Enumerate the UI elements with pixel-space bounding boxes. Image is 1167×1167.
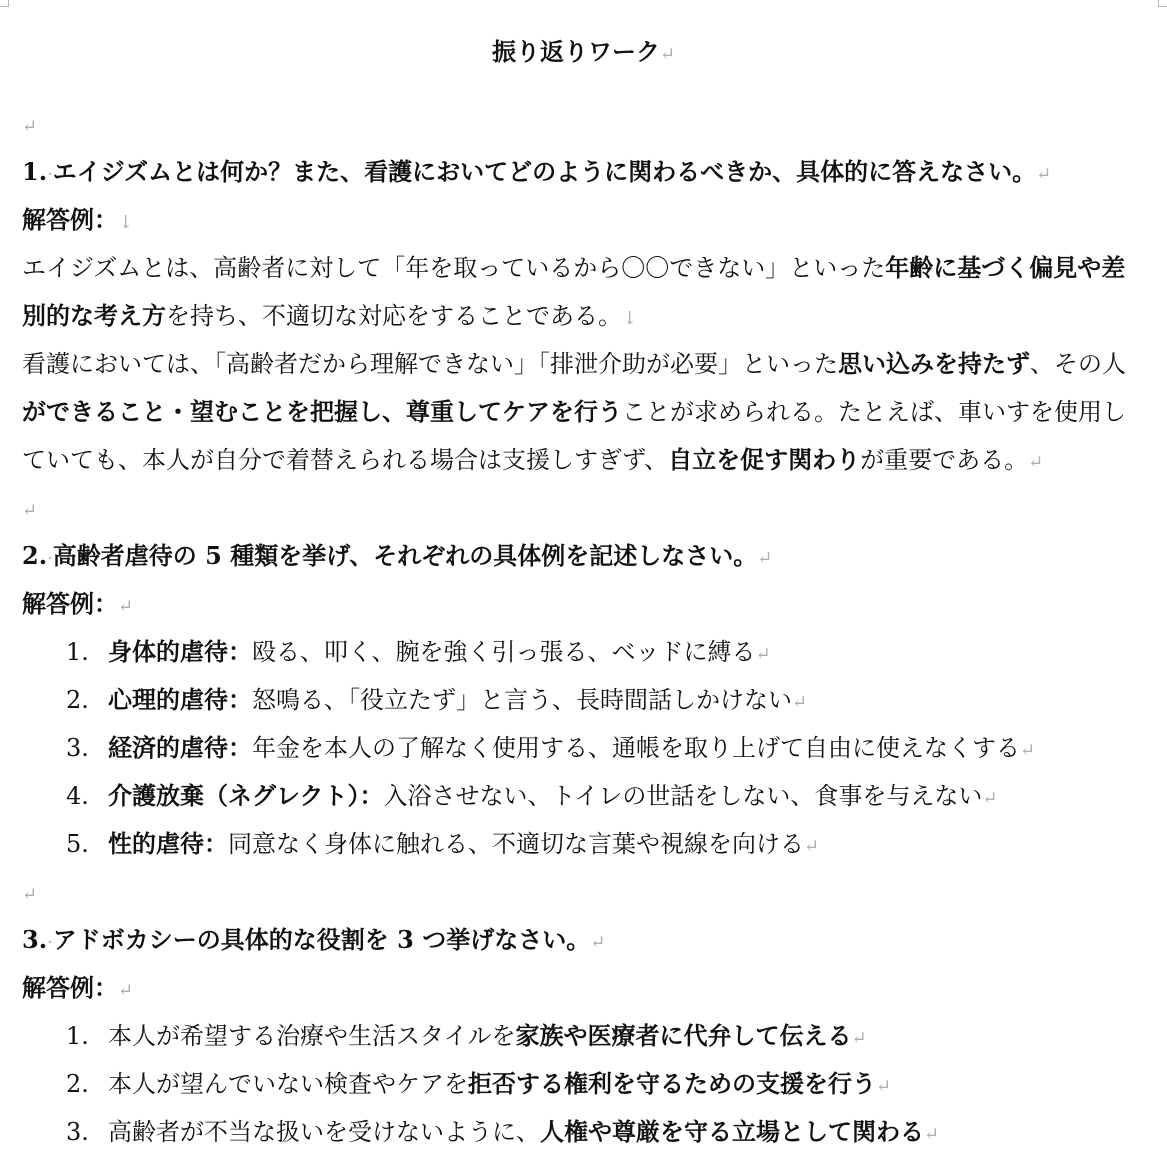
list-item: 3. 高齢者が不当な扱いを受けないように、人権や尊厳を守る立場として関わる↵ — [66, 1117, 940, 1146]
line-break-mark: ↓ — [622, 308, 638, 329]
paragraph-mark: ↵ — [118, 596, 134, 617]
list-item: 3. 経済的虐待：年金を本人の了解なく使用する、通帳を取り上げて自由に使えなくする↵ — [66, 733, 1036, 762]
paragraph-mark: ↵ — [1020, 740, 1036, 761]
answer-label: 解答例：↵ — [22, 973, 134, 1002]
list-item: 5. 性的虐待：同意なく身体に触れる、不適切な言葉や視線を向ける↵ — [66, 829, 820, 858]
paragraph-mark: ↵ — [22, 116, 38, 137]
paragraph-mark: ↵ — [876, 1076, 892, 1097]
paragraph-mark: ↵ — [924, 1124, 940, 1145]
page-corner-mark — [0, 0, 9, 7]
answer-1-line: エイジズムとは、高齢者に対して「年を取っているから〇〇できない」といった年齢に基づく偏見や差 — [22, 253, 1126, 282]
paragraph-mark: ↵ — [590, 932, 606, 953]
list-item: 1. 本人が希望する治療や生活スタイルを家族や医療者に代弁して伝える↵ — [66, 1021, 867, 1050]
question-1: 1.·エイジズムとは何か？また、看護においてどのように関わるべきか、具体的に答えなさい。↵ — [22, 157, 1052, 186]
list-item: 4. 介護放棄（ネグレクト）：入浴させない、トイレの世話をしない、食事を与えない↵ — [66, 781, 998, 810]
paragraph-mark: ↵ — [757, 548, 773, 569]
paragraph-mark: ↵ — [22, 500, 38, 521]
page-corner-mark — [1158, 0, 1167, 7]
answer-label: 解答例：↓ — [22, 205, 134, 234]
paragraph-mark: ↵ — [659, 44, 676, 65]
empty-paragraph — [22, 107, 37, 141]
list-item: 1. 身体的虐待：殴る、叩く、腕を強く引っ張る、ベッドに縛る↵ — [66, 637, 771, 666]
question-3: 3.·アドボカシーの具体的な役割を 3 つ挙げなさい。↵ — [22, 925, 606, 954]
list-item: 2. 心理的虐待：怒鳴る、「役立たず」と言う、長時間話しかけない↵ — [66, 685, 808, 714]
paragraph-mark: ↵ — [118, 980, 134, 1001]
answer-label: 解答例：↵ — [22, 589, 134, 618]
document-title: 振り返りワーク↵ — [491, 37, 676, 66]
question-2: 2.·高齢者虐待の 5 種類を挙げ、それぞれの具体例を記述しなさい。↵ — [22, 541, 773, 570]
answer-1-line: ができること・望むことを把握し、尊重してケアを行うことが求められる。たとえば、車いすを使用し — [22, 397, 1126, 426]
paragraph-mark: ↵ — [804, 836, 820, 857]
question-3-text: アドボカシーの具体的な役割を 3 つ挙げなさい。 — [52, 925, 591, 954]
paragraph-mark: ↵ — [982, 788, 998, 809]
paragraph-mark: ↵ — [851, 1028, 867, 1049]
paragraph-mark: ↵ — [792, 692, 808, 713]
question-2-text: 高齢者虐待の 5 種類を挙げ、それぞれの具体例を記述しなさい。 — [52, 541, 758, 570]
empty-paragraph — [22, 875, 37, 909]
answer-1-line: 看護においては、「高齢者だから理解できない」「排泄介助が必要」といった思い込みを持たず、その人 — [22, 349, 1126, 378]
empty-paragraph — [22, 491, 37, 525]
paragraph-mark: ↵ — [1028, 452, 1044, 473]
answer-1-line: ていても、本人が自分で着替えられる場合は支援しすぎず、自立を促す関わりが重要である。↵ — [22, 445, 1044, 474]
question-1-text: エイジズムとは何か？また、看護においてどのように関わるべきか、具体的に答えなさい。 — [52, 157, 1037, 186]
paragraph-mark: ↵ — [1036, 164, 1052, 185]
line-break-mark: ↓ — [118, 212, 134, 233]
paragraph-mark: ↵ — [22, 884, 38, 905]
answer-1-line: 別的な考え方を持ち、不適切な対応をすることである。↓ — [22, 301, 638, 330]
paragraph-mark: ↵ — [755, 644, 771, 665]
list-item: 2. 本人が望んでいない検査やケアを拒否する権利を守るための支援を行う↵ — [66, 1069, 892, 1098]
